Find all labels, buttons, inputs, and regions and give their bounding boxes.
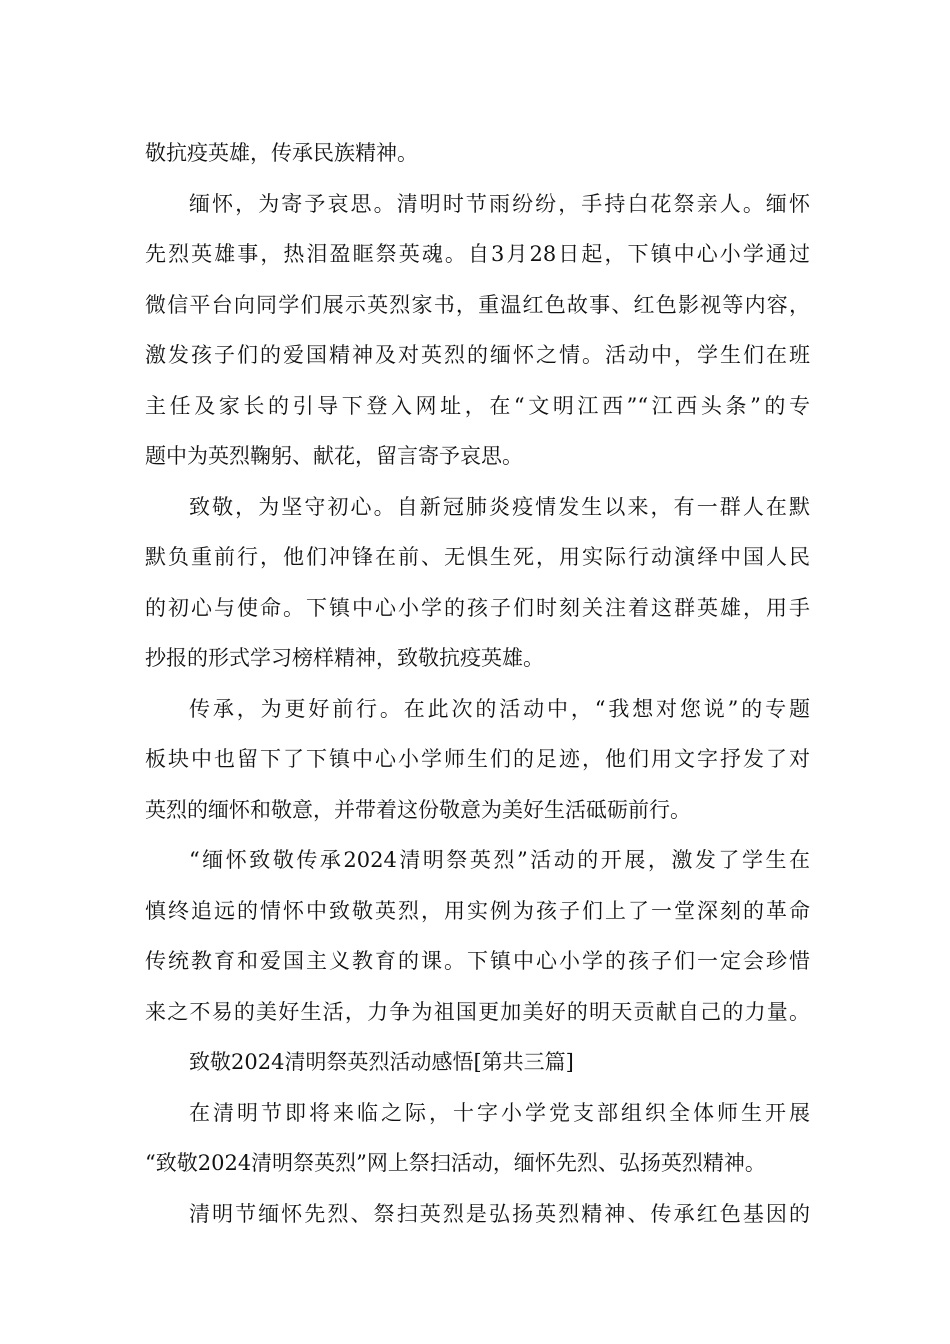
- text-line: 板块中也留下了下镇中心小学师生们的足迹，他们用文字抒发了对: [145, 747, 810, 771]
- text-line: 的初心与使命。下镇中心小学的孩子们时刻关注着这群英雄，用手: [145, 595, 810, 620]
- paragraph-2: [145, 179, 810, 482]
- text-line: 来之不易的美好生活，力争为祖国更加美好的明天贡献自己的力量。: [145, 999, 810, 1024]
- paragraph-1: [145, 128, 810, 179]
- text-line: “致敬2024清明祭英烈”网上祭扫活动，缅怀先烈、弘扬英烈精神。: [145, 1151, 766, 1175]
- paragraph-4: [145, 684, 810, 836]
- paragraph-6-heading: [145, 1037, 810, 1088]
- text-line: 致敬，为坚守初心。自新冠肺炎疫情发生以来，有一群人在默: [189, 494, 810, 519]
- text-line: 题中为英烈鞠躬、献花，留言寄予哀思。: [145, 444, 523, 468]
- document-body: [145, 128, 810, 1239]
- paragraph-7: [145, 1088, 810, 1189]
- text-line: 慎终追远的情怀中致敬英烈，用实例为孩子们上了一堂深刻的革命: [145, 898, 810, 923]
- text-line: “缅怀致敬传承2024清明祭英烈”活动的开展，激发了学生在: [189, 848, 810, 872]
- text-line: 抄报的形式学习榜样精神，致敬抗疫英雄。: [145, 646, 544, 670]
- text-line: 先烈英雄事，热泪盈眶祭英魂。自3月28日起，下镇中心小学通过: [145, 242, 810, 266]
- paragraph-8: [145, 1189, 810, 1240]
- text-line: 传承，为更好前行。在此次的活动中，“我想对您说”的专题: [189, 696, 810, 721]
- text-line: 默负重前行，他们冲锋在前、无惧生死，用实际行动演绎中国人民: [145, 545, 810, 569]
- text-line: 缅怀，为寄予哀思。清明时节雨纷纷，手持白花祭亲人。缅怀: [189, 191, 810, 216]
- text-line: 微信平台向同学们展示英烈家书，重温红色故事、红色影视等内容，: [145, 292, 810, 317]
- text-line: 主任及家长的引导下登入网址，在“文明江西”“江西头条”的专: [145, 393, 810, 418]
- text-line: 传统教育和爱国主义教育的课。下镇中心小学的孩子们一定会珍惜: [145, 949, 810, 973]
- text-line: 激发孩子们的爱国精神及对英烈的缅怀之情。活动中，学生们在班: [145, 343, 810, 367]
- paragraph-5: [145, 835, 810, 1037]
- text-line: 清明节缅怀先烈、祭扫英烈是弘扬英烈精神、传承红色基因的: [189, 1201, 810, 1226]
- text-line: 敬抗疫英雄，传承民族精神。: [145, 141, 418, 165]
- text-line: 在清明节即将来临之际，十字小学党支部组织全体师生开展: [189, 1100, 810, 1125]
- paragraph-3: [145, 482, 810, 684]
- text-line: 英烈的缅怀和敬意，并带着这份敬意为美好生活砥砺前行。: [145, 797, 691, 822]
- section-title: 致敬2024清明祭英烈活动感悟[第共三篇]: [189, 1050, 574, 1074]
